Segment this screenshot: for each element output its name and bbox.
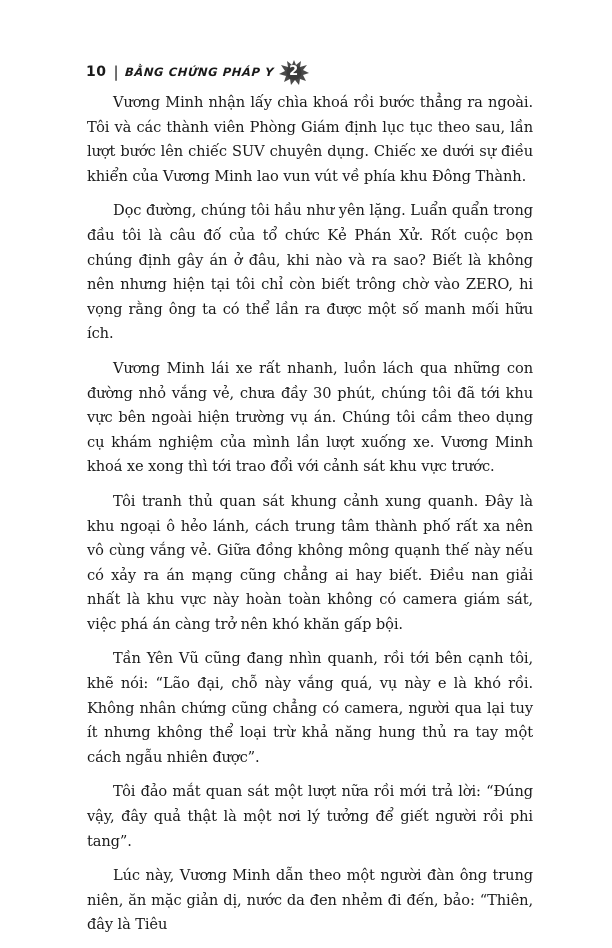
volume-number: 2: [289, 64, 299, 79]
running-header: [86, 57, 310, 87]
paragraph-2: Dọc đường, chúng tôi hầu như yên lặng. Luẩn quẩn trong đầu tôi là câu đố của tổ chức Kẻ Phán Xử. Rốt cuộc bọn chúng định gây án ở đâu, khi nào và ra sao? Biết là không nên nhưng hiện tại tôi chỉ còn biết trông chờ vào ZERO, hi vọng rằng ông ta có thể lần ra được một số manh mối hữu ích.: [87, 202, 533, 343]
paragraph-6: Tôi đảo mắt quan sát một lượt nữa rồi mới trả lời: “Đúng vậy, đây quả thật là một nơi lý tưởng để giết người rồi phi tang”.: [87, 783, 533, 850]
header-separator: |: [113, 63, 119, 81]
paragraph-4: Tôi tranh thủ quan sát khung cảnh xung quanh. Đây là khu ngoại ô hẻo lánh, cách trung tâm thành phố rất xa nên vô cùng vắng vẻ. Giữa đồng không mông quạnh thế này nếu có xảy ra án mạng cũng chẳng ai hay biết. Điều nan giải nhất là khu vực này hoàn toàn không có camera giám sát, việc phá án càng trở nên khó khăn gấp bội.: [87, 492, 533, 633]
book-title: BẰNG CHỨNG PHÁP Y: [124, 65, 275, 79]
chapter-body: [87, 91, 533, 948]
paragraph-7: Lúc này, Vương Minh dẫn theo một người đàn ông trung niên, ăn mặc giản dị, nước da đen nhẻm đi đến, bảo: “Thiên, đây là Tiêu: [87, 867, 533, 934]
paragraph-3: Vương Minh lái xe rất nhanh, luồn lách qua những con đường nhỏ vắng vẻ, chưa đầy 30 phút, chúng tôi đã tới khu vực bên ngoài hiện trường vụ án. Chúng tôi cầm theo dụng cụ khám nghiệm của mình lần lượt xuống xe. Vương Minh khoá xe xong thì tới trao đổi với cảnh sát khu vực trước.: [87, 359, 533, 476]
page-number: 10: [86, 64, 107, 80]
volume-badge: [278, 58, 310, 86]
paragraph-5: Tần Yên Vũ cũng đang nhìn quanh, rồi tới bên cạnh tôi, khẽ nói: “Lão đại, chỗ này vắng quá, vụ này e là khó rồi. Không nhân chứng cũng chẳng có camera, người qua lại tuy ít nhưng không thể loại trừ khả năng hung thủ ra tay một cách ngẫu nhiên được”.: [87, 650, 533, 766]
paragraph-1: Vương Minh nhận lấy chìa khoá rồi bước thẳng ra ngoài. Tôi và các thành viên Phòng Giám định lục tục theo sau, lần lượt bước lên chiếc SUV chuyên dụng. Chiếc xe dưới sự điều khiển của Vương Minh lao vun vút về phía khu Đông Thành.: [87, 94, 533, 185]
